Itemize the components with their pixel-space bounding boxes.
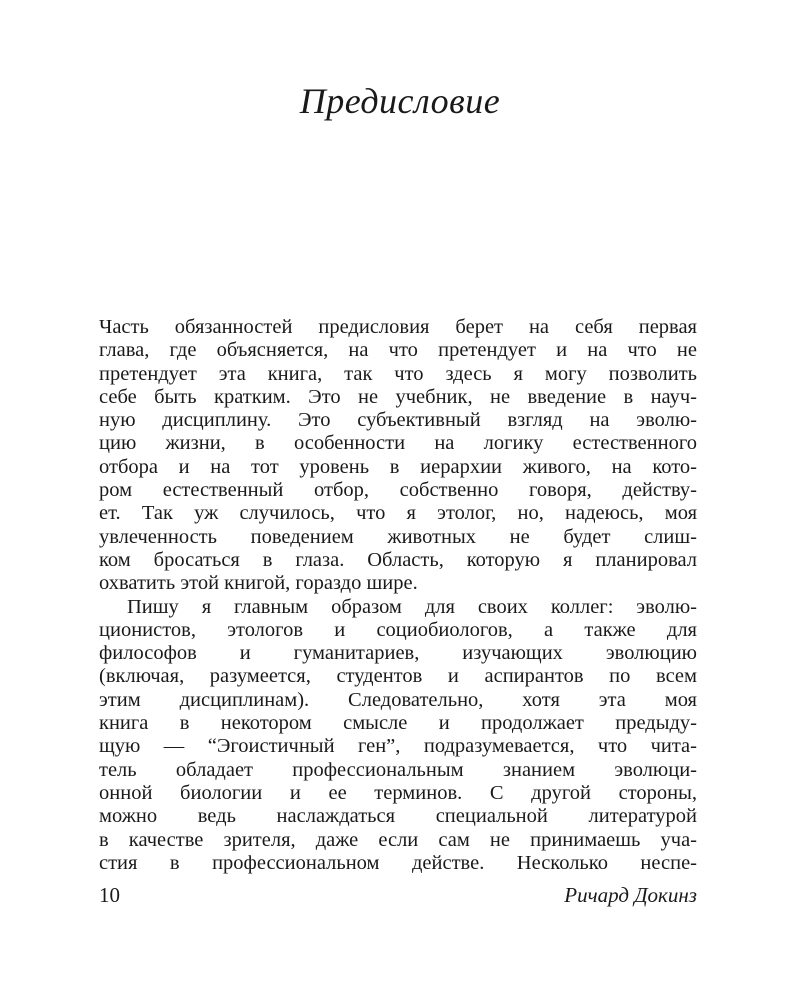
text-line: можно ведь наслаждаться специальной литературой <box>99 805 697 828</box>
text-line: ную дисциплину. Это субъективный взгляд на эволю- <box>99 409 697 432</box>
body-text <box>99 316 697 875</box>
page-number: 10 <box>99 883 120 907</box>
text-line: ком бросаться в глаза. Область, которую я планировал <box>99 548 697 571</box>
text-line: отбора и на тот уровень в иерархии живого, на кото- <box>99 455 697 478</box>
text-line: ционистов, этологов и социобиологов, а также для <box>99 618 697 641</box>
text-line: глава, где объясняется, на что претендует и на что не <box>99 339 697 362</box>
text-line: увлеченность поведением животных не будет слиш- <box>99 525 697 548</box>
running-author: Ричард Докинз <box>564 883 697 907</box>
text-line: ет. Так уж случилось, что я этолог, но, надеюсь, моя <box>99 502 697 525</box>
text-line: охватить этой книгой, гораздо шире. <box>99 572 418 595</box>
text-line: стия в профессиональном действе. Несколько неспе- <box>99 851 697 874</box>
text-line: этим дисциплинам). Следовательно, хотя эта моя <box>99 688 697 711</box>
text-line: онной биологии и ее терминов. С другой стороны, <box>99 781 697 804</box>
text-line: книга в некотором смысле и продолжает предыду- <box>99 712 697 735</box>
paragraph <box>99 316 697 596</box>
paragraph <box>99 596 697 876</box>
text-line: претендует эта книга, так что здесь я могу позволить <box>99 362 697 385</box>
text-line: Часть обязанностей предисловия берет на себя первая <box>99 316 697 338</box>
text-line: тель обладает профессиональным знанием эволюци- <box>99 758 697 781</box>
text-line: ром естественный отбор, собственно говоря, действу- <box>99 479 697 502</box>
text-line: (включая, разумеется, студентов и аспирантов по всем <box>99 665 697 688</box>
text-line: философов и гуманитариев, изучающих эволюцию <box>99 642 697 665</box>
text-line: щую — “Эгоистичный ген”, подразумевается, что чита- <box>99 735 697 758</box>
text-line: Пишу я главным образом для своих коллег: эволю- <box>127 595 697 618</box>
text-line: себе быть кратким. Это не учебник, не введение в науч- <box>99 385 697 408</box>
text-line: в качестве зрителя, даже если сам не принимаешь уча- <box>99 828 697 851</box>
text-line: цию жизни, в особенности на логику естественного <box>99 432 697 455</box>
page-footer <box>99 883 697 913</box>
page-title: Предисловие <box>299 81 501 121</box>
